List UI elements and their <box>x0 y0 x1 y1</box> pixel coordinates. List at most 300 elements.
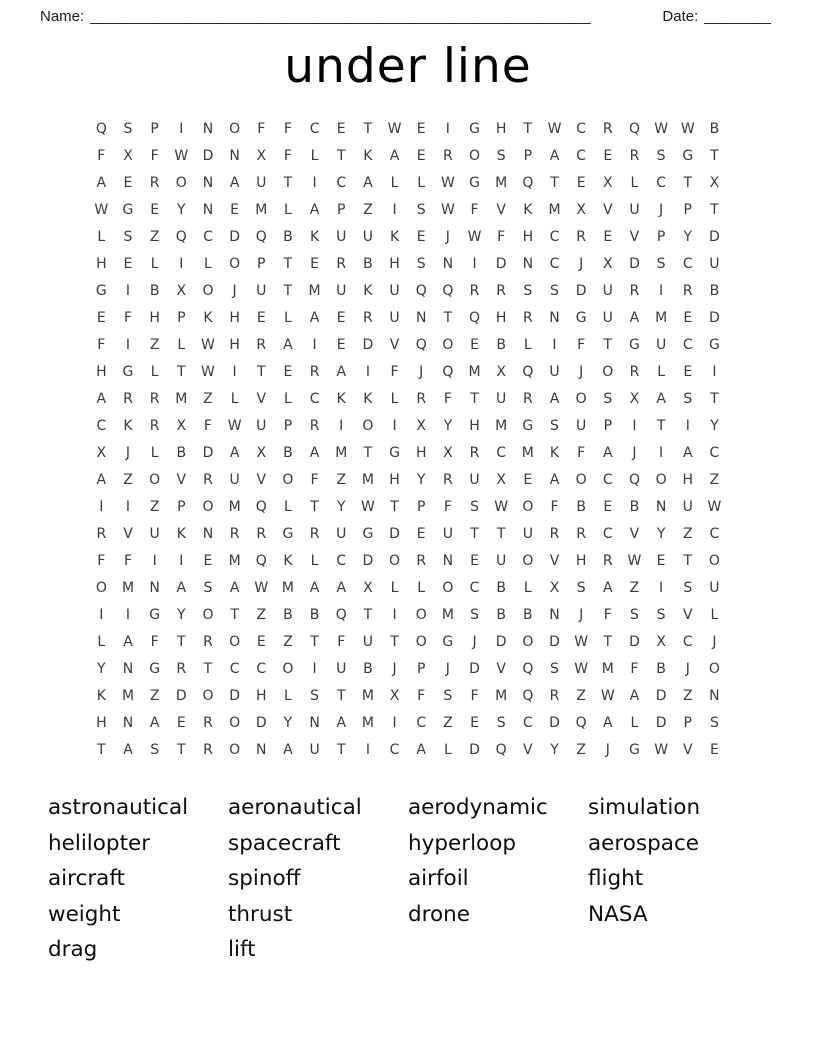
grid-letter: Z <box>256 607 267 623</box>
grid-letter: X <box>256 148 267 164</box>
grid-letter: Z <box>629 580 640 596</box>
grid-letter: H <box>389 256 400 272</box>
grid-letter: C <box>576 121 587 137</box>
grid-letter: M <box>495 175 508 191</box>
grid-letter: N <box>442 256 454 272</box>
grid-letter: G <box>575 310 587 326</box>
grid-letter: L <box>657 364 666 380</box>
grid-row <box>88 521 728 548</box>
grid-letter: V <box>256 391 267 407</box>
grid-letter: V <box>389 337 400 353</box>
grid-row <box>88 359 728 386</box>
grid-letter: R <box>469 283 480 299</box>
grid-letter: F <box>150 634 159 650</box>
grid-letter: K <box>123 418 133 434</box>
grid-letter: F <box>310 472 319 488</box>
grid-letter: W <box>680 121 695 137</box>
grid-letter: L <box>310 148 319 164</box>
grid-letter: M <box>601 661 614 677</box>
grid-letter: B <box>363 661 373 677</box>
grid-letter: D <box>362 553 374 569</box>
grid-letter: U <box>709 256 720 272</box>
grid-letter: D <box>495 634 507 650</box>
grid-row <box>88 143 728 170</box>
grid-letter: O <box>282 472 294 488</box>
grid-letter: I <box>392 418 397 434</box>
grid-letter: F <box>577 445 586 461</box>
grid-letter: R <box>602 121 613 137</box>
grid-letter: N <box>415 310 427 326</box>
grid-letter: L <box>284 391 292 407</box>
grid-letter: R <box>336 256 347 272</box>
grid-letter: M <box>495 688 508 704</box>
grid-letter: I <box>659 580 664 596</box>
grid-letter: D <box>655 715 667 731</box>
grid-letter: T <box>203 661 213 677</box>
grid-letter: X <box>496 472 506 488</box>
grid-letter: F <box>390 364 399 380</box>
grid-letter: F <box>203 418 212 434</box>
grid-letter: J <box>445 229 450 245</box>
grid-letter: E <box>256 310 266 326</box>
grid-letter: W <box>201 364 215 380</box>
grid-letter: J <box>605 742 610 758</box>
grid-letter: Q <box>255 499 267 515</box>
grid-letter: L <box>230 391 239 407</box>
grid-letter: O <box>229 634 241 650</box>
grid-letter: H <box>575 553 587 569</box>
grid-letter: L <box>284 310 292 326</box>
word-item: aircraft <box>48 866 125 891</box>
grid-letter: O <box>229 715 241 731</box>
grid-letter: T <box>603 337 613 353</box>
grid-letter: L <box>630 175 639 191</box>
grid-letter: Z <box>682 526 693 542</box>
grid-letter: G <box>149 607 161 623</box>
grid-letter: E <box>470 715 479 731</box>
grid-letter: R <box>203 472 213 488</box>
grid-letter: X <box>96 445 107 461</box>
grid-letter: U <box>256 418 267 434</box>
grid-letter: M <box>175 391 188 407</box>
grid-letter: F <box>97 553 106 569</box>
grid-letter: I <box>125 499 131 515</box>
grid-letter: J <box>579 256 584 272</box>
grid-row <box>88 305 728 332</box>
grid-letter: Z <box>576 688 586 704</box>
grid-letter: U <box>309 742 320 758</box>
grid-letter: M <box>495 418 508 434</box>
grid-letter: U <box>602 283 613 299</box>
grid-letter: E <box>470 337 479 353</box>
grid-letter: I <box>179 256 184 272</box>
grid-letter: K <box>523 202 533 218</box>
grid-letter: H <box>495 310 507 326</box>
grid-letter: I <box>445 121 450 137</box>
grid-letter: F <box>470 688 479 704</box>
grid-row <box>88 548 728 575</box>
grid-letter: R <box>416 553 427 569</box>
grid-letter: K <box>203 310 213 326</box>
grid-letter: L <box>150 256 159 272</box>
grid-letter: H <box>229 310 240 326</box>
grid-letter: R <box>496 283 507 299</box>
grid-letter: A <box>363 175 373 191</box>
grid-letter: A <box>229 175 240 191</box>
grid-row <box>88 737 728 764</box>
grid-letter: O <box>522 499 534 515</box>
grid-letter: D <box>255 715 267 731</box>
grid-letter: H <box>229 337 240 353</box>
grid-letter: U <box>256 283 267 299</box>
grid-letter: M <box>521 445 534 461</box>
grid-letter: A <box>283 742 293 758</box>
grid-letter: S <box>310 688 320 704</box>
date-blank-line: ________ <box>704 8 771 25</box>
grid-letter: D <box>495 256 507 272</box>
grid-letter: R <box>442 148 453 164</box>
grid-letter: Y <box>97 661 106 677</box>
grid-letter: Z <box>576 742 586 758</box>
grid-letter: D <box>655 688 667 704</box>
grid-letter: S <box>523 283 533 299</box>
grid-letter: A <box>336 364 347 380</box>
grid-letter: G <box>282 526 294 542</box>
grid-letter: A <box>96 391 107 407</box>
word-item: hyperloop <box>408 830 516 856</box>
grid-letter: F <box>337 634 346 650</box>
grid-letter: C <box>389 742 400 758</box>
grid-letter: O <box>655 472 667 488</box>
grid-letter: E <box>283 364 293 380</box>
grid-letter: O <box>175 175 187 191</box>
grid-letter: T <box>283 256 293 272</box>
grid-letter: Q <box>522 175 534 191</box>
grid-letter: P <box>656 229 666 245</box>
grid-letter: R <box>203 715 213 731</box>
grid-letter: F <box>603 607 612 623</box>
grid-letter: I <box>125 337 131 353</box>
grid-letter: B <box>523 607 533 623</box>
grid-letter: F <box>283 148 292 164</box>
grid-letter: Y <box>283 715 293 731</box>
grid-letter: U <box>389 310 400 326</box>
grid-letter: L <box>97 229 106 245</box>
grid-letter: F <box>257 121 266 137</box>
grid-letter: S <box>496 715 506 731</box>
grid-letter: Z <box>149 499 160 515</box>
grid-letter: Y <box>177 202 186 218</box>
grid-letter: N <box>442 553 454 569</box>
grid-letter: U <box>149 526 160 542</box>
grid-letter: A <box>283 337 293 353</box>
grid-letter: Q <box>442 364 454 380</box>
grid-letter: T <box>390 499 399 515</box>
grid-letter: B <box>709 283 720 299</box>
grid-letter: U <box>655 337 667 353</box>
grid-letter: B <box>309 607 320 623</box>
grid-letter: S <box>709 715 719 731</box>
grid-row <box>88 278 728 305</box>
grid-row <box>88 386 728 413</box>
grid-letter: I <box>232 364 237 380</box>
word-list-column <box>48 790 228 968</box>
word-item: lift <box>228 937 256 962</box>
grid-letter: T <box>443 310 453 326</box>
grid-letter: W <box>574 634 589 650</box>
grid-letter: B <box>283 229 293 245</box>
grid-letter: X <box>443 445 453 461</box>
grid-letter: M <box>468 364 481 380</box>
grid-letter: I <box>632 418 637 434</box>
grid-letter: A <box>682 445 693 461</box>
grid-letter: O <box>602 364 614 380</box>
grid-letter: N <box>522 256 534 272</box>
grid-letter: O <box>202 688 214 704</box>
word-item: helilopter <box>48 830 151 856</box>
grid-letter: C <box>336 175 347 191</box>
grid-letter: L <box>417 175 426 191</box>
grid-letter: X <box>176 283 187 299</box>
grid-letter: S <box>656 256 666 272</box>
grid-letter: J <box>712 634 717 650</box>
grid-letter: Q <box>469 310 481 326</box>
grid-letter: U <box>336 283 347 299</box>
grid-letter: E <box>256 634 266 650</box>
grid-letter: C <box>309 121 320 137</box>
grid-letter: Z <box>149 688 160 704</box>
grid-letter: K <box>549 445 560 461</box>
word-item: drone <box>408 901 471 927</box>
grid-letter: N <box>549 310 560 326</box>
grid-row <box>88 602 728 629</box>
grid-letter: Y <box>443 418 453 434</box>
grid-letter: U <box>496 391 507 407</box>
word-item: thrust <box>228 901 293 927</box>
grid-letter: T <box>336 688 346 704</box>
grid-letter: L <box>310 553 319 569</box>
grid-letter: G <box>629 742 640 758</box>
grid-letter: C <box>256 661 267 677</box>
grid-letter: X <box>656 634 666 650</box>
grid-letter: Y <box>336 499 346 515</box>
grid-letter: W <box>387 121 402 137</box>
grid-letter: M <box>361 715 374 731</box>
grid-letter: M <box>255 202 268 218</box>
grid-letter: P <box>283 418 293 434</box>
grid-letter: Z <box>149 229 160 245</box>
grid-letter: Q <box>95 121 107 137</box>
grid-letter: N <box>202 202 214 218</box>
grid-letter: T <box>390 634 399 650</box>
grid-letter: V <box>256 472 267 488</box>
grid-letter: W <box>547 121 562 137</box>
grid-letter: G <box>122 364 134 380</box>
grid-letter: M <box>121 688 135 704</box>
grid-letter: F <box>577 337 586 353</box>
grid-letter: E <box>416 526 426 542</box>
grid-letter: X <box>496 364 506 380</box>
grid-letter: R <box>309 526 320 542</box>
grid-letter: P <box>683 202 692 218</box>
grid-letter: U <box>336 661 347 677</box>
grid-letter: S <box>470 607 479 623</box>
grid-letter: G <box>389 445 400 461</box>
grid-letter: E <box>416 148 426 164</box>
grid-letter: R <box>682 283 693 299</box>
word-item: weight <box>48 901 121 927</box>
grid-letter: K <box>176 526 186 542</box>
grid-letter: H <box>96 364 107 380</box>
grid-letter: B <box>283 445 293 461</box>
grid-letter: H <box>149 310 160 326</box>
grid-letter: I <box>179 121 184 137</box>
grid-letter: L <box>150 445 159 461</box>
grid-letter: S <box>656 607 666 623</box>
grid-letter: I <box>659 283 664 299</box>
grid-letter: U <box>256 175 267 191</box>
grid-letter: A <box>96 175 107 191</box>
grid-letter: V <box>549 553 560 569</box>
grid-letter: I <box>99 607 104 623</box>
grid-letter: T <box>523 121 533 137</box>
grid-letter: K <box>336 391 346 407</box>
grid-letter: D <box>629 256 640 272</box>
grid-letter: U <box>469 472 480 488</box>
grid-letter: I <box>552 337 557 353</box>
grid-letter: T <box>656 418 666 434</box>
grid-letter: A <box>309 310 320 326</box>
grid-letter: S <box>550 661 559 677</box>
grid-letter: S <box>576 580 586 596</box>
grid-letter: Q <box>522 688 534 704</box>
grid-letter: U <box>709 580 720 596</box>
grid-letter: S <box>683 391 693 407</box>
grid-letter: M <box>228 553 241 569</box>
grid-letter: F <box>550 499 559 515</box>
grid-letter: T <box>683 553 693 569</box>
grid-letter: T <box>230 607 239 623</box>
grid-letter: A <box>629 688 640 704</box>
grid-letter: O <box>522 634 534 650</box>
grid-letter: I <box>312 661 317 677</box>
grid-letter: R <box>576 526 586 542</box>
grid-letter: A <box>96 472 107 488</box>
grid-letter: E <box>656 553 666 569</box>
grid-letter: J <box>632 445 637 461</box>
grid-letter: T <box>603 634 613 650</box>
grid-letter: T <box>177 742 186 758</box>
grid-letter: S <box>123 229 133 245</box>
grid-letter: K <box>363 391 373 407</box>
grid-letter: L <box>390 580 399 596</box>
grid-letter: F <box>123 310 133 326</box>
grid-letter: N <box>202 121 214 137</box>
grid-letter: A <box>309 445 320 461</box>
grid-letter: R <box>176 661 187 677</box>
grid-letter: M <box>335 445 348 461</box>
grid-letter: W <box>654 742 669 758</box>
grid-letter: T <box>470 526 479 542</box>
grid-letter: W <box>94 202 109 218</box>
grid-letter: I <box>392 202 397 218</box>
grid-letter: M <box>441 607 454 623</box>
grid-letter: X <box>603 256 613 272</box>
grid-row <box>88 710 728 737</box>
grid-letter: J <box>472 634 477 650</box>
grid-letter: C <box>602 526 613 542</box>
grid-letter: S <box>470 499 479 515</box>
grid-letter: T <box>256 364 266 380</box>
grid-letter: P <box>177 499 186 515</box>
grid-letter: D <box>362 337 374 353</box>
grid-letter: O <box>389 553 401 569</box>
grid-letter: L <box>284 688 292 704</box>
grid-letter: Q <box>628 121 640 137</box>
grid-letter: L <box>523 580 532 596</box>
grid-letter: V <box>603 202 613 218</box>
grid-letter: R <box>442 472 453 488</box>
grid-letter: A <box>149 715 160 731</box>
grid-letter: G <box>362 526 374 542</box>
word-item: drag <box>48 937 98 962</box>
grid-letter: M <box>655 310 668 326</box>
grid-letter: D <box>469 742 480 758</box>
word-search-grid <box>88 116 728 764</box>
grid-row <box>88 440 728 467</box>
grid-letter: I <box>312 175 317 191</box>
grid-letter: U <box>602 310 613 326</box>
grid-letter: G <box>469 175 480 191</box>
grid-letter: T <box>310 634 319 650</box>
grid-letter: C <box>522 715 533 731</box>
grid-letter: A <box>309 202 320 218</box>
grid-letter: B <box>283 607 293 623</box>
grid-letter: H <box>469 418 480 434</box>
grid-letter: N <box>202 175 214 191</box>
grid-letter: U <box>682 499 693 515</box>
grid-letter: P <box>683 715 692 731</box>
grid-letter: Z <box>149 337 160 353</box>
grid-letter: W <box>627 553 642 569</box>
word-item: aerospace <box>588 830 699 856</box>
grid-letter: G <box>122 202 134 218</box>
grid-letter: E <box>603 499 613 515</box>
grid-letter: I <box>472 256 477 272</box>
grid-letter: F <box>417 688 426 704</box>
grid-letter: W <box>574 661 589 677</box>
grid-letter: T <box>363 445 373 461</box>
grid-letter: Q <box>255 553 267 569</box>
grid-letter: W <box>227 418 242 434</box>
grid-letter: L <box>97 634 106 650</box>
grid-letter: J <box>125 445 131 461</box>
grid-letter: W <box>201 337 215 353</box>
grid-letter: R <box>229 526 240 542</box>
grid-letter: R <box>149 418 160 434</box>
grid-letter: C <box>682 256 693 272</box>
grid-letter: V <box>629 526 640 542</box>
grid-letter: D <box>709 310 720 326</box>
grid-letter: Y <box>550 742 559 758</box>
word-list-column <box>228 790 408 968</box>
grid-letter: W <box>600 688 615 704</box>
grid-letter: U <box>442 526 453 542</box>
grid-letter: R <box>203 742 213 758</box>
grid-letter: R <box>629 364 640 380</box>
grid-letter: P <box>523 148 533 164</box>
grid-letter: A <box>549 472 560 488</box>
